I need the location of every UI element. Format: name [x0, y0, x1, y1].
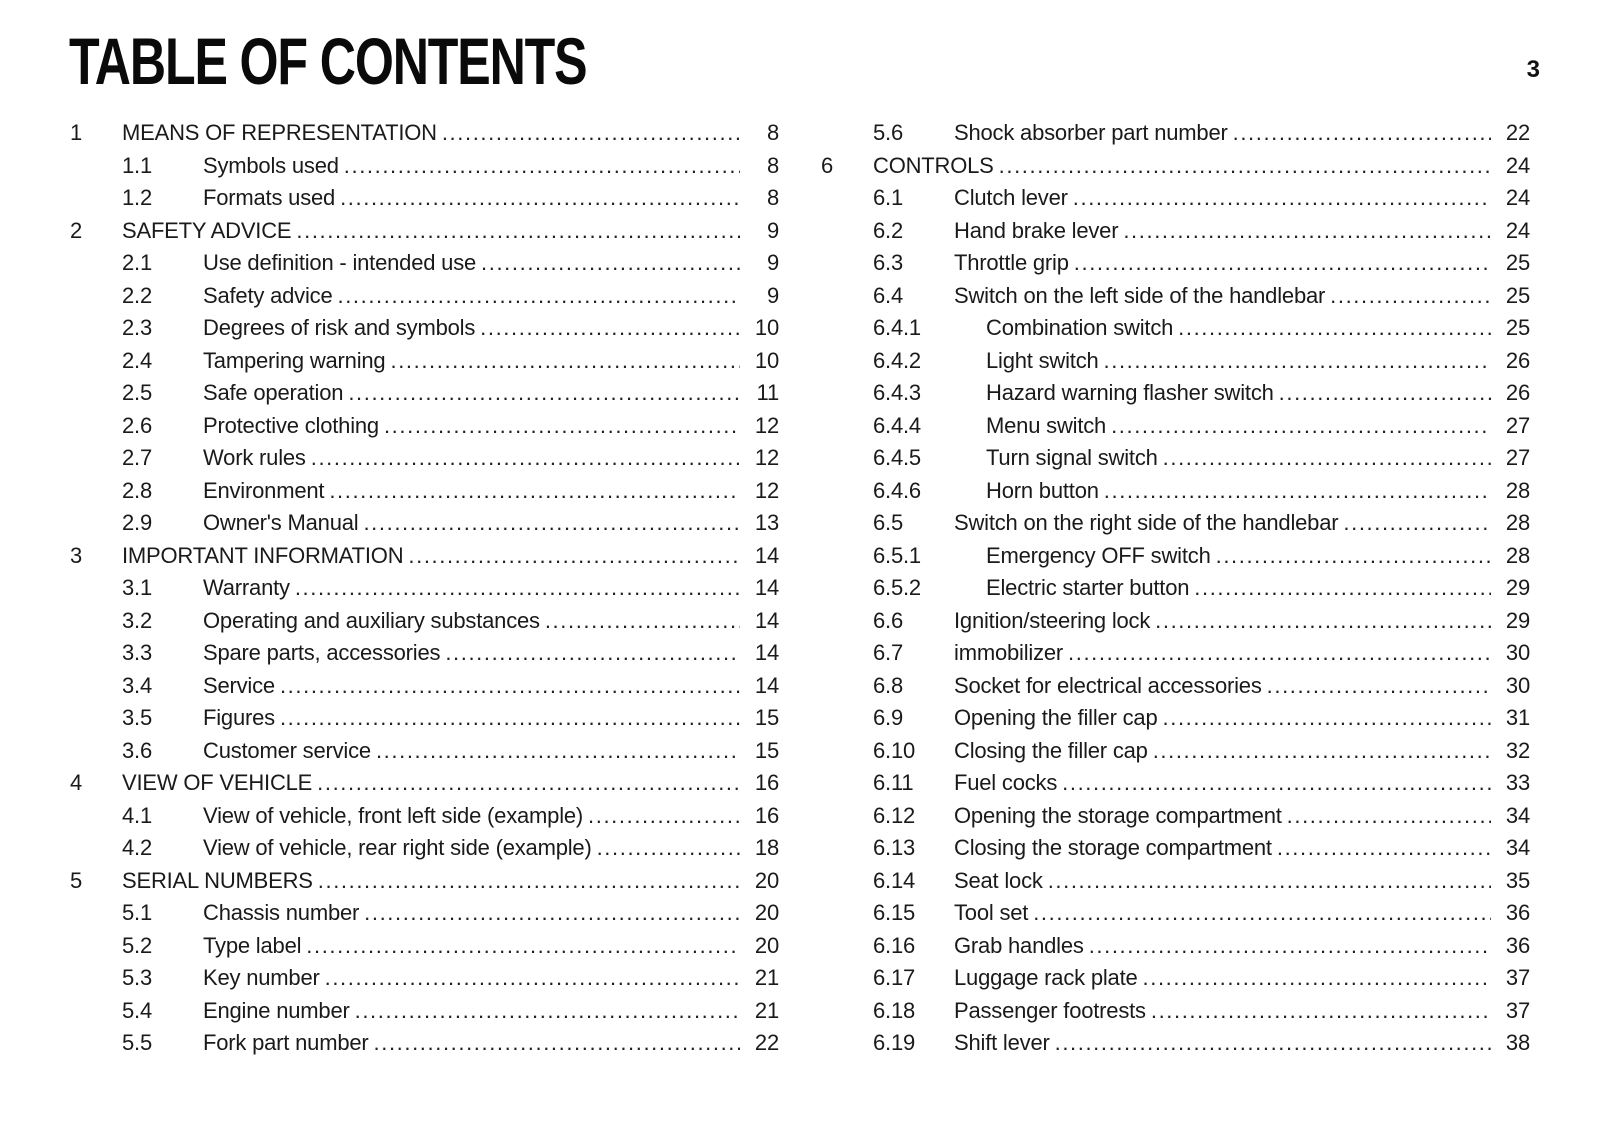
toc-entry-number: 6.7 — [873, 640, 903, 665]
toc-entry — [70, 897, 779, 930]
toc-leader-dots — [445, 637, 740, 670]
toc-entry-title: Hazard warning flasher switch — [986, 380, 1274, 405]
toc-leader-dots — [1048, 865, 1491, 898]
toc-entry-number: 5.4 — [122, 997, 152, 1023]
toc-entry-title: Turn signal switch — [986, 445, 1158, 470]
toc-entry-title: Combination switch — [986, 315, 1174, 340]
toc-leader-dots — [1104, 345, 1491, 378]
toc-entry — [70, 410, 779, 443]
toc-entry — [821, 540, 1530, 573]
toc-entry-page: 24 — [1505, 185, 1530, 210]
toc-leader-dots — [376, 735, 740, 768]
toc-entry-page: 13 — [754, 510, 779, 535]
toc-entry — [821, 117, 1530, 150]
toc-entry — [70, 540, 779, 573]
toc-entry-page: 30 — [1505, 640, 1530, 665]
toc-entry — [821, 702, 1530, 735]
toc-leader-dots — [1111, 410, 1491, 443]
toc-leader-dots — [408, 540, 740, 573]
toc-entry-page: 34 — [1505, 802, 1530, 828]
toc-entry-number: 6.6 — [873, 607, 903, 633]
toc-entry-number: 2.6 — [122, 412, 152, 438]
toc-entry-title: Throttle grip — [954, 250, 1069, 275]
toc-entry — [70, 247, 779, 280]
toc-entry — [70, 702, 779, 735]
toc-leader-dots — [1123, 215, 1491, 248]
toc-entry-number: 2.3 — [122, 315, 152, 340]
toc-entry-title: Closing the filler cap — [954, 737, 1148, 763]
toc-entry — [821, 865, 1530, 898]
toc-leader-dots — [1155, 605, 1491, 638]
toc-entry-number: 6.18 — [873, 997, 916, 1023]
page-title: TABLE OF CONTENTS — [69, 24, 587, 98]
toc-entry — [821, 215, 1530, 248]
toc-entry-title: Emergency OFF switch — [986, 542, 1211, 568]
toc-entry — [821, 572, 1530, 605]
toc-entry-title: Owner's Manual — [203, 510, 359, 535]
toc-entry-page: 20 — [754, 900, 779, 925]
toc-entry — [821, 767, 1530, 800]
toc-leader-dots — [384, 410, 740, 443]
toc-entry-number: 5.6 — [873, 120, 903, 145]
toc-entry-number: 5.1 — [122, 900, 152, 925]
toc-entry-title: Symbols used — [203, 152, 339, 178]
toc-entry-title: CONTROLS — [873, 152, 994, 178]
toc-entry-number: 6.4.6 — [873, 477, 921, 503]
toc-entry-number: 2.4 — [122, 347, 152, 373]
toc-entry-number: 6.5 — [873, 510, 903, 535]
toc-entry-title: Shift lever — [954, 1030, 1050, 1055]
toc-leader-dots — [1033, 897, 1491, 930]
toc-entry-title: Degrees of risk and symbols — [203, 315, 476, 340]
toc-leader-dots — [390, 345, 740, 378]
toc-entry-number: 3 — [70, 542, 83, 568]
toc-entry-page: 33 — [1505, 770, 1530, 795]
toc-entry-page: 9 — [766, 282, 779, 308]
toc-entry-page: 20 — [754, 867, 779, 893]
toc-entry-title: Electric starter button — [986, 575, 1190, 600]
toc-leader-dots — [337, 280, 740, 313]
toc-entry-page: 16 — [754, 802, 779, 828]
toc-entry — [821, 280, 1530, 313]
toc-leader-dots — [1068, 637, 1491, 670]
toc-entry-page: 21 — [754, 965, 779, 990]
toc-entry-title: Chassis number — [203, 900, 360, 925]
toc-entry-page: 30 — [1505, 672, 1530, 698]
toc-entry-page: 20 — [754, 932, 779, 958]
toc-leader-dots — [1151, 995, 1491, 1028]
toc-entry-page: 27 — [1505, 445, 1530, 470]
toc-entry-title: immobilizer — [954, 640, 1064, 665]
toc-entry-number: 5.3 — [122, 965, 152, 990]
toc-entry-number: 6.16 — [873, 932, 916, 958]
toc-entry — [70, 345, 779, 378]
toc-entry — [70, 670, 779, 703]
toc-leader-dots — [355, 995, 740, 1028]
toc-entry-title: Formats used — [203, 185, 336, 210]
toc-entry — [821, 995, 1530, 1028]
toc-columns — [70, 117, 1530, 1060]
toc-entry-title: Grab handles — [954, 932, 1084, 958]
toc-entry-title: Key number — [203, 965, 320, 990]
toc-leader-dots — [1089, 930, 1491, 963]
toc-entry — [70, 507, 779, 540]
toc-leader-dots — [1216, 540, 1491, 573]
toc-leader-dots — [1178, 312, 1491, 345]
toc-entry-number: 2.9 — [122, 510, 152, 535]
toc-entry-number: 3.2 — [122, 607, 152, 633]
toc-entry-number: 2.8 — [122, 477, 152, 503]
toc-entry — [821, 897, 1530, 930]
toc-entry-title: SERIAL NUMBERS — [122, 867, 313, 893]
toc-entry-number: 1 — [70, 120, 83, 145]
toc-entry — [70, 800, 779, 833]
toc-entry-page: 8 — [766, 185, 779, 210]
toc-entry-number: 6.4.2 — [873, 347, 921, 373]
toc-leader-dots — [1279, 377, 1491, 410]
toc-entry-title: Protective clothing — [203, 412, 379, 438]
toc-entry-page: 22 — [754, 1030, 779, 1055]
toc-entry-title: VIEW OF VEHICLE — [122, 770, 313, 795]
toc-leader-dots — [1055, 1027, 1491, 1060]
toc-entry-title: Work rules — [203, 445, 306, 470]
toc-leader-dots — [1194, 572, 1491, 605]
toc-leader-dots — [480, 312, 740, 345]
toc-leader-dots — [344, 150, 740, 183]
toc-entry — [70, 930, 779, 963]
toc-entry-page: 18 — [754, 835, 779, 860]
toc-entry-title: Seat lock — [954, 867, 1043, 893]
toc-leader-dots — [545, 605, 740, 638]
toc-entry — [821, 410, 1530, 443]
toc-entry-title: Figures — [203, 705, 275, 730]
toc-entry-title: View of vehicle, rear right side (example) — [203, 835, 592, 860]
toc-entry-number: 3.1 — [122, 575, 152, 600]
toc-entry — [70, 735, 779, 768]
toc-entry-title: Hand brake lever — [954, 217, 1119, 243]
toc-entry-page: 34 — [1505, 835, 1530, 860]
toc-leader-dots — [296, 215, 740, 248]
toc-entry-number: 6.10 — [873, 737, 916, 763]
toc-entry-title: Safety advice — [203, 282, 333, 308]
toc-entry-page: 10 — [754, 315, 779, 340]
toc-entry-page: 32 — [1505, 737, 1530, 763]
toc-leader-dots — [364, 897, 740, 930]
toc-entry-number: 2.1 — [122, 250, 152, 275]
toc-entry-page: 29 — [1505, 575, 1530, 600]
toc-entry-number: 6.13 — [873, 835, 916, 860]
toc-entry-title: Socket for electrical accessories — [954, 672, 1262, 698]
toc-entry-title: IMPORTANT INFORMATION — [122, 542, 404, 568]
toc-leader-dots — [1287, 800, 1491, 833]
toc-entry-title: Switch on the right side of the handlebar — [954, 510, 1339, 535]
toc-entry — [70, 117, 779, 150]
toc-entry-title: Customer service — [203, 737, 371, 763]
toc-entry-number: 6.5.2 — [873, 575, 921, 600]
toc-entry-title: Engine number — [203, 997, 350, 1023]
toc-entry-number: 6.9 — [873, 705, 903, 730]
toc-entry-page: 31 — [1505, 705, 1530, 730]
toc-entry — [70, 475, 779, 508]
toc-leader-dots — [1074, 247, 1491, 280]
toc-entry-page: 8 — [766, 120, 779, 145]
toc-entry — [821, 637, 1530, 670]
toc-entry — [70, 280, 779, 313]
toc-entry-page: 15 — [754, 737, 779, 763]
toc-entry-number: 5.5 — [122, 1030, 152, 1055]
toc-leader-dots — [280, 702, 740, 735]
toc-leader-dots — [280, 670, 740, 703]
toc-entry-number: 3.4 — [122, 672, 152, 698]
toc-entry — [70, 962, 779, 995]
toc-entry-page: 12 — [754, 412, 779, 438]
toc-entry-page: 8 — [766, 152, 779, 178]
toc-entry — [70, 377, 779, 410]
toc-column-right — [821, 117, 1530, 1060]
toc-entry — [70, 767, 779, 800]
toc-entry-title: Closing the storage compartment — [954, 835, 1272, 860]
toc-entry-page: 24 — [1505, 152, 1530, 178]
toc-entry-page: 37 — [1505, 997, 1530, 1023]
toc-entry-number: 4.1 — [122, 802, 152, 828]
toc-leader-dots — [481, 247, 740, 280]
toc-entry-page: 11 — [756, 380, 779, 405]
toc-entry-page: 16 — [754, 770, 779, 795]
toc-entry-page: 14 — [754, 672, 779, 698]
toc-entry-title: Warranty — [203, 575, 290, 600]
toc-leader-dots — [1104, 475, 1491, 508]
toc-entry-title: View of vehicle, front left side (example) — [203, 802, 584, 828]
toc-entry — [821, 962, 1530, 995]
toc-entry-title: Service — [203, 672, 275, 698]
toc-entry-page: 14 — [754, 607, 779, 633]
toc-entry-title: Fork part number — [203, 1030, 369, 1055]
toc-entry-page: 14 — [754, 542, 779, 568]
toc-entry — [70, 605, 779, 638]
toc-entry-number: 6.11 — [873, 770, 914, 795]
toc-entry — [821, 832, 1530, 865]
toc-entry-page: 25 — [1505, 250, 1530, 275]
toc-leader-dots — [318, 865, 740, 898]
toc-entry-number: 6.8 — [873, 672, 903, 698]
toc-entry-title: Type label — [203, 932, 302, 958]
toc-entry-number: 6.4.3 — [873, 380, 921, 405]
toc-leader-dots — [1233, 117, 1491, 150]
toc-entry-title: MEANS OF REPRESENTATION — [122, 120, 437, 145]
toc-entry-page: 10 — [754, 347, 779, 373]
toc-entry-page: 9 — [766, 217, 779, 243]
toc-entry-number: 6.3 — [873, 250, 903, 275]
toc-entry-page: 12 — [754, 477, 779, 503]
toc-leader-dots — [442, 117, 740, 150]
toc-entry — [70, 312, 779, 345]
toc-entry-page: 25 — [1505, 282, 1530, 308]
toc-entry-number: 6.2 — [873, 217, 903, 243]
toc-entry-page: 27 — [1505, 412, 1530, 438]
toc-entry — [821, 247, 1530, 280]
toc-leader-dots — [1267, 670, 1491, 703]
toc-leader-dots — [295, 572, 740, 605]
toc-leader-dots — [1143, 962, 1491, 995]
toc-column-left — [70, 117, 779, 1060]
toc-entry — [821, 507, 1530, 540]
toc-leader-dots — [1343, 507, 1491, 540]
toc-entry-title: Operating and auxiliary substances — [203, 607, 540, 633]
toc-entry-title: Passenger footrests — [954, 997, 1146, 1023]
toc-entry-number: 5.2 — [122, 932, 152, 958]
toc-leader-dots — [340, 182, 740, 215]
toc-entry-number: 5 — [70, 867, 83, 893]
toc-entry-number: 6 — [821, 152, 834, 178]
toc-leader-dots — [1062, 767, 1491, 800]
toc-entry-number: 6.14 — [873, 867, 916, 893]
toc-entry — [821, 182, 1530, 215]
toc-entry — [70, 832, 779, 865]
toc-entry-title: Tampering warning — [203, 347, 386, 373]
toc-leader-dots — [329, 475, 740, 508]
toc-entry — [821, 442, 1530, 475]
toc-entry-title: Environment — [203, 477, 325, 503]
toc-entry — [70, 150, 779, 183]
toc-entry — [821, 475, 1530, 508]
toc-entry-title: Menu switch — [986, 412, 1107, 438]
toc-entry — [821, 1027, 1530, 1060]
toc-entry-title: Horn button — [986, 477, 1099, 503]
toc-entry-number: 2 — [70, 217, 83, 243]
toc-entry-title: Opening the storage compartment — [954, 802, 1282, 828]
toc-entry-page: 14 — [754, 640, 779, 665]
toc-entry — [821, 345, 1530, 378]
toc-leader-dots — [306, 930, 740, 963]
toc-entry-number: 6.15 — [873, 900, 916, 925]
toc-entry — [821, 800, 1530, 833]
toc-leader-dots — [1163, 702, 1491, 735]
toc-entry — [821, 605, 1530, 638]
toc-entry-page: 36 — [1505, 932, 1530, 958]
toc-entry-number: 6.4.5 — [873, 445, 921, 470]
toc-entry-title: Luggage rack plate — [954, 965, 1138, 990]
toc-entry-number: 2.2 — [122, 282, 152, 308]
toc-entry-number: 1.1 — [122, 152, 152, 178]
toc-leader-dots — [1073, 182, 1491, 215]
toc-leader-dots — [311, 442, 740, 475]
toc-entry-title: Ignition/steering lock — [954, 607, 1151, 633]
toc-entry-page: 14 — [754, 575, 779, 600]
toc-entry-number: 2.7 — [122, 445, 152, 470]
toc-leader-dots — [1330, 280, 1491, 313]
toc-entry-page: 24 — [1505, 217, 1530, 243]
toc-entry-number: 6.17 — [873, 965, 916, 990]
toc-entry-page: 28 — [1505, 542, 1530, 568]
toc-entry-page: 25 — [1505, 315, 1530, 340]
toc-entry — [70, 182, 779, 215]
toc-entry-page: 26 — [1505, 347, 1530, 373]
toc-leader-dots — [363, 507, 740, 540]
toc-entry — [70, 1027, 779, 1060]
toc-leader-dots — [325, 962, 740, 995]
toc-entry-page: 12 — [754, 445, 779, 470]
toc-leader-dots — [374, 1027, 740, 1060]
toc-entry — [821, 377, 1530, 410]
toc-entry — [821, 735, 1530, 768]
toc-entry-page: 22 — [1505, 120, 1530, 145]
toc-leader-dots — [999, 150, 1491, 183]
toc-entry-page: 26 — [1505, 380, 1530, 405]
toc-entry-page: 28 — [1505, 477, 1530, 503]
toc-entry-title: Switch on the left side of the handlebar — [954, 282, 1326, 308]
toc-leader-dots — [588, 800, 740, 833]
toc-entry — [70, 865, 779, 898]
toc-leader-dots — [348, 377, 740, 410]
toc-entry — [70, 215, 779, 248]
toc-entry — [821, 150, 1530, 183]
toc-entry-number: 6.4.4 — [873, 412, 921, 438]
toc-entry — [70, 637, 779, 670]
toc-entry-title: Use definition - intended use — [203, 250, 477, 275]
toc-entry-page: 36 — [1505, 900, 1530, 925]
toc-leader-dots — [1153, 735, 1491, 768]
toc-entry-number: 6.5.1 — [873, 542, 921, 568]
toc-entry-number: 4 — [70, 770, 83, 795]
toc-entry-title: Light switch — [986, 347, 1099, 373]
toc-entry-number: 6.1 — [873, 185, 903, 210]
toc-leader-dots — [1277, 832, 1491, 865]
toc-entry-page: 37 — [1505, 965, 1530, 990]
toc-entry-number: 1.2 — [122, 185, 152, 210]
toc-entry-title: Safe operation — [203, 380, 344, 405]
toc-entry — [70, 995, 779, 1028]
toc-entry-title: Opening the filler cap — [954, 705, 1158, 730]
toc-entry-title: Shock absorber part number — [954, 120, 1228, 145]
toc-leader-dots — [597, 832, 740, 865]
toc-entry — [821, 930, 1530, 963]
toc-entry-page: 28 — [1505, 510, 1530, 535]
toc-entry-page: 35 — [1505, 867, 1530, 893]
toc-entry-title: SAFETY ADVICE — [122, 217, 292, 243]
toc-entry-title: Fuel cocks — [954, 770, 1058, 795]
toc-entry-number: 3.3 — [122, 640, 152, 665]
toc-entry-title: Clutch lever — [954, 185, 1068, 210]
toc-entry-page: 15 — [754, 705, 779, 730]
toc-entry — [821, 670, 1530, 703]
toc-entry — [70, 572, 779, 605]
toc-entry-number: 6.4 — [873, 282, 903, 308]
toc-entry — [70, 442, 779, 475]
toc-entry-number: 6.19 — [873, 1030, 916, 1055]
toc-entry-number: 6.12 — [873, 802, 916, 828]
toc-entry-number: 2.5 — [122, 380, 152, 405]
toc-entry-number: 4.2 — [122, 835, 152, 860]
toc-entry — [821, 312, 1530, 345]
toc-entry-page: 38 — [1505, 1030, 1530, 1055]
toc-entry-number: 6.4.1 — [873, 315, 921, 340]
folio-page-number: 3 — [1526, 56, 1540, 83]
toc-leader-dots — [317, 767, 740, 800]
toc-entry-page: 21 — [754, 997, 779, 1023]
toc-leader-dots — [1163, 442, 1491, 475]
toc-entry-title: Tool set — [954, 900, 1029, 925]
toc-entry-number: 3.6 — [122, 737, 152, 763]
toc-entry-number: 3.5 — [122, 705, 152, 730]
toc-entry-title: Spare parts, accessories — [203, 640, 441, 665]
toc-entry-page: 9 — [766, 250, 779, 275]
toc-entry-page: 29 — [1505, 607, 1530, 633]
